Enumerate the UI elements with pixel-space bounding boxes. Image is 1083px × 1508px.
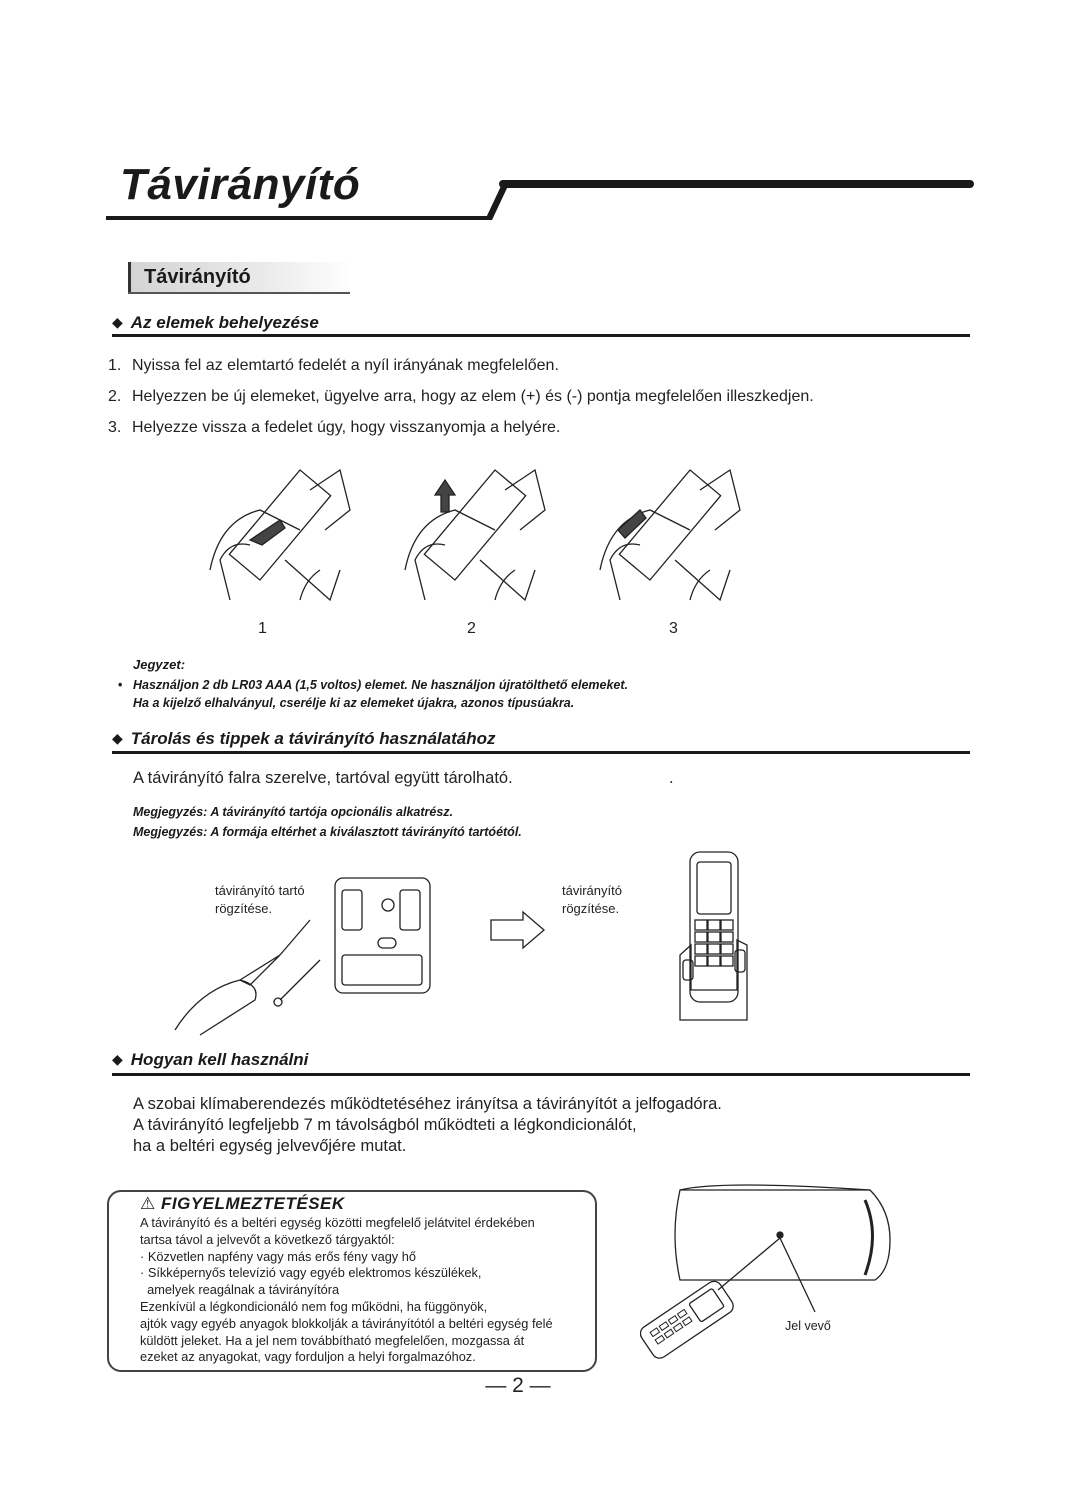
remote-caption (562, 882, 622, 918)
figure-label-3: 3 (669, 620, 678, 637)
battery-step-1-illustration (210, 470, 350, 600)
note-title: Jegyzet: (133, 657, 186, 672)
section-header-rule (128, 292, 350, 294)
figure-label-1: 1 (258, 620, 267, 637)
warning-line: küldött jeleket. Ha a jel nem továbbítható megfelelően, mozgassa át (140, 1332, 525, 1348)
step-number: 3. (108, 419, 122, 436)
indoor-unit-illustration (640, 1180, 900, 1370)
note-line (118, 694, 628, 712)
usage-line: ha a beltéri egység jelvevőjére mutat. (133, 1137, 407, 1155)
list-item (108, 381, 814, 412)
receiver-label: Jel vevő (785, 1319, 831, 1333)
warning-line: A távirányító és a beltéri egység közötti megfelelő jelátvitel érdekében (140, 1215, 535, 1230)
storage-note: Megjegyzés: A formája eltérhet a kiválasztott távirányító tartóétól. (133, 825, 522, 839)
title-underline (0, 170, 1083, 230)
batteries-heading-text: Az elemek behelyezése (130, 313, 319, 332)
caption-line: rögzítése. (562, 901, 620, 916)
note-text: Ha a kijelző elhalványul, cserélje ki az elemeket újakra, azonos típusúakra. (133, 696, 575, 710)
usage-heading-text: Hogyan kell használni (130, 1050, 309, 1069)
diamond-bullet-icon: ◆ (112, 1051, 123, 1067)
warning-line: ezeket az anyagokat, vagy forduljon a helyi forgalmazóhoz. (140, 1349, 476, 1365)
warning-line: · Síkképernyős televízió vagy egyéb elektromos készülékek, (140, 1265, 482, 1281)
bullet-icon: • (118, 678, 123, 692)
right-arrow-icon (488, 910, 548, 950)
battery-step-3-illustration (600, 470, 740, 600)
diamond-bullet-icon: ◆ (112, 730, 123, 746)
warning-line: amelyek reagálnak a távirányítóra (140, 1282, 340, 1298)
warning-line: ajtók vagy egyéb anyagok blokkolják a távirányítótól a beltéri egység felé (140, 1315, 553, 1331)
remote-in-holder-illustration (675, 850, 755, 1028)
step-text: Helyezzen be új elemeket, ügyelve arra, hogy az elem (+) és (-) pontja megfelelően illeszkedjen. (132, 388, 814, 405)
warning-line: Ezenkívül a légkondicionáló nem fog működni, ha függönyök, (140, 1298, 488, 1314)
note-line (118, 676, 628, 694)
storage-rule (112, 751, 970, 754)
step-text: Helyezze vissza a fedelet úgy, hogy visszanyomja a helyére. (132, 419, 561, 436)
warning-line: tartsa távol a jelvevőt a következő tárgyaktól: (140, 1231, 395, 1247)
list-item (108, 412, 814, 443)
holder-mount-illustration (160, 860, 460, 1045)
warning-text (140, 1215, 590, 1366)
storage-text: A távirányító falra szerelve, tartóval együtt tárolható. (133, 769, 513, 787)
section-label: Távirányító (144, 266, 251, 288)
storage-note: Megjegyzés: A távirányító tartója opcionális alkatrész. (133, 805, 454, 819)
usage-rule (112, 1073, 970, 1076)
list-item (108, 350, 814, 381)
warning-title (140, 1194, 345, 1214)
caption-line: távirányító (562, 883, 622, 898)
figure-label-2: 2 (467, 620, 476, 637)
step-number: 1. (108, 357, 122, 374)
battery-step-2-illustration (405, 470, 545, 600)
batteries-heading (112, 313, 319, 333)
note-text: Használjon 2 db LR03 AAA (1,5 voltos) elemet. Ne használjon újratölthető elemeket. (133, 678, 629, 692)
warning-title-text: FIGYELMEZTETÉSEK (160, 1194, 345, 1213)
batteries-rule (112, 334, 970, 337)
warning-triangle-icon: ⚠ (140, 1194, 156, 1213)
page-number: — 2 — (485, 1374, 551, 1397)
warning-line: · Közvetlen napfény vagy más erős fény vagy hő (140, 1248, 416, 1264)
step-number: 2. (108, 388, 122, 405)
caption-line: rögzítése. (215, 901, 273, 916)
usage-heading (112, 1050, 308, 1070)
storage-heading-text: Tárolás és tippek a távirányító használatához (130, 729, 496, 748)
remote-button-grid (695, 920, 733, 966)
diamond-bullet-icon: ◆ (112, 314, 123, 330)
step-text: Nyissa fel az elemtartó fedelét a nyíl irányának megfelelően. (132, 357, 559, 374)
storage-notes (133, 802, 522, 842)
page-title: Távirányító (120, 160, 361, 209)
storage-trailing-dot: . (669, 769, 674, 787)
battery-illustrations (190, 450, 750, 620)
note-body (118, 676, 628, 712)
caption-line: távirányító tartó (215, 883, 305, 898)
usage-line: A szobai klímaberendezés működtetéséhez irányítsa a távirányítót a jelfogadóra. (133, 1095, 722, 1113)
usage-line: A távirányító legfeljebb 7 m távolságból működteti a légkondicionálót, (133, 1116, 637, 1134)
battery-steps (108, 350, 814, 443)
usage-text (133, 1094, 722, 1157)
remote-illustration (640, 1278, 736, 1361)
storage-heading (112, 729, 495, 749)
